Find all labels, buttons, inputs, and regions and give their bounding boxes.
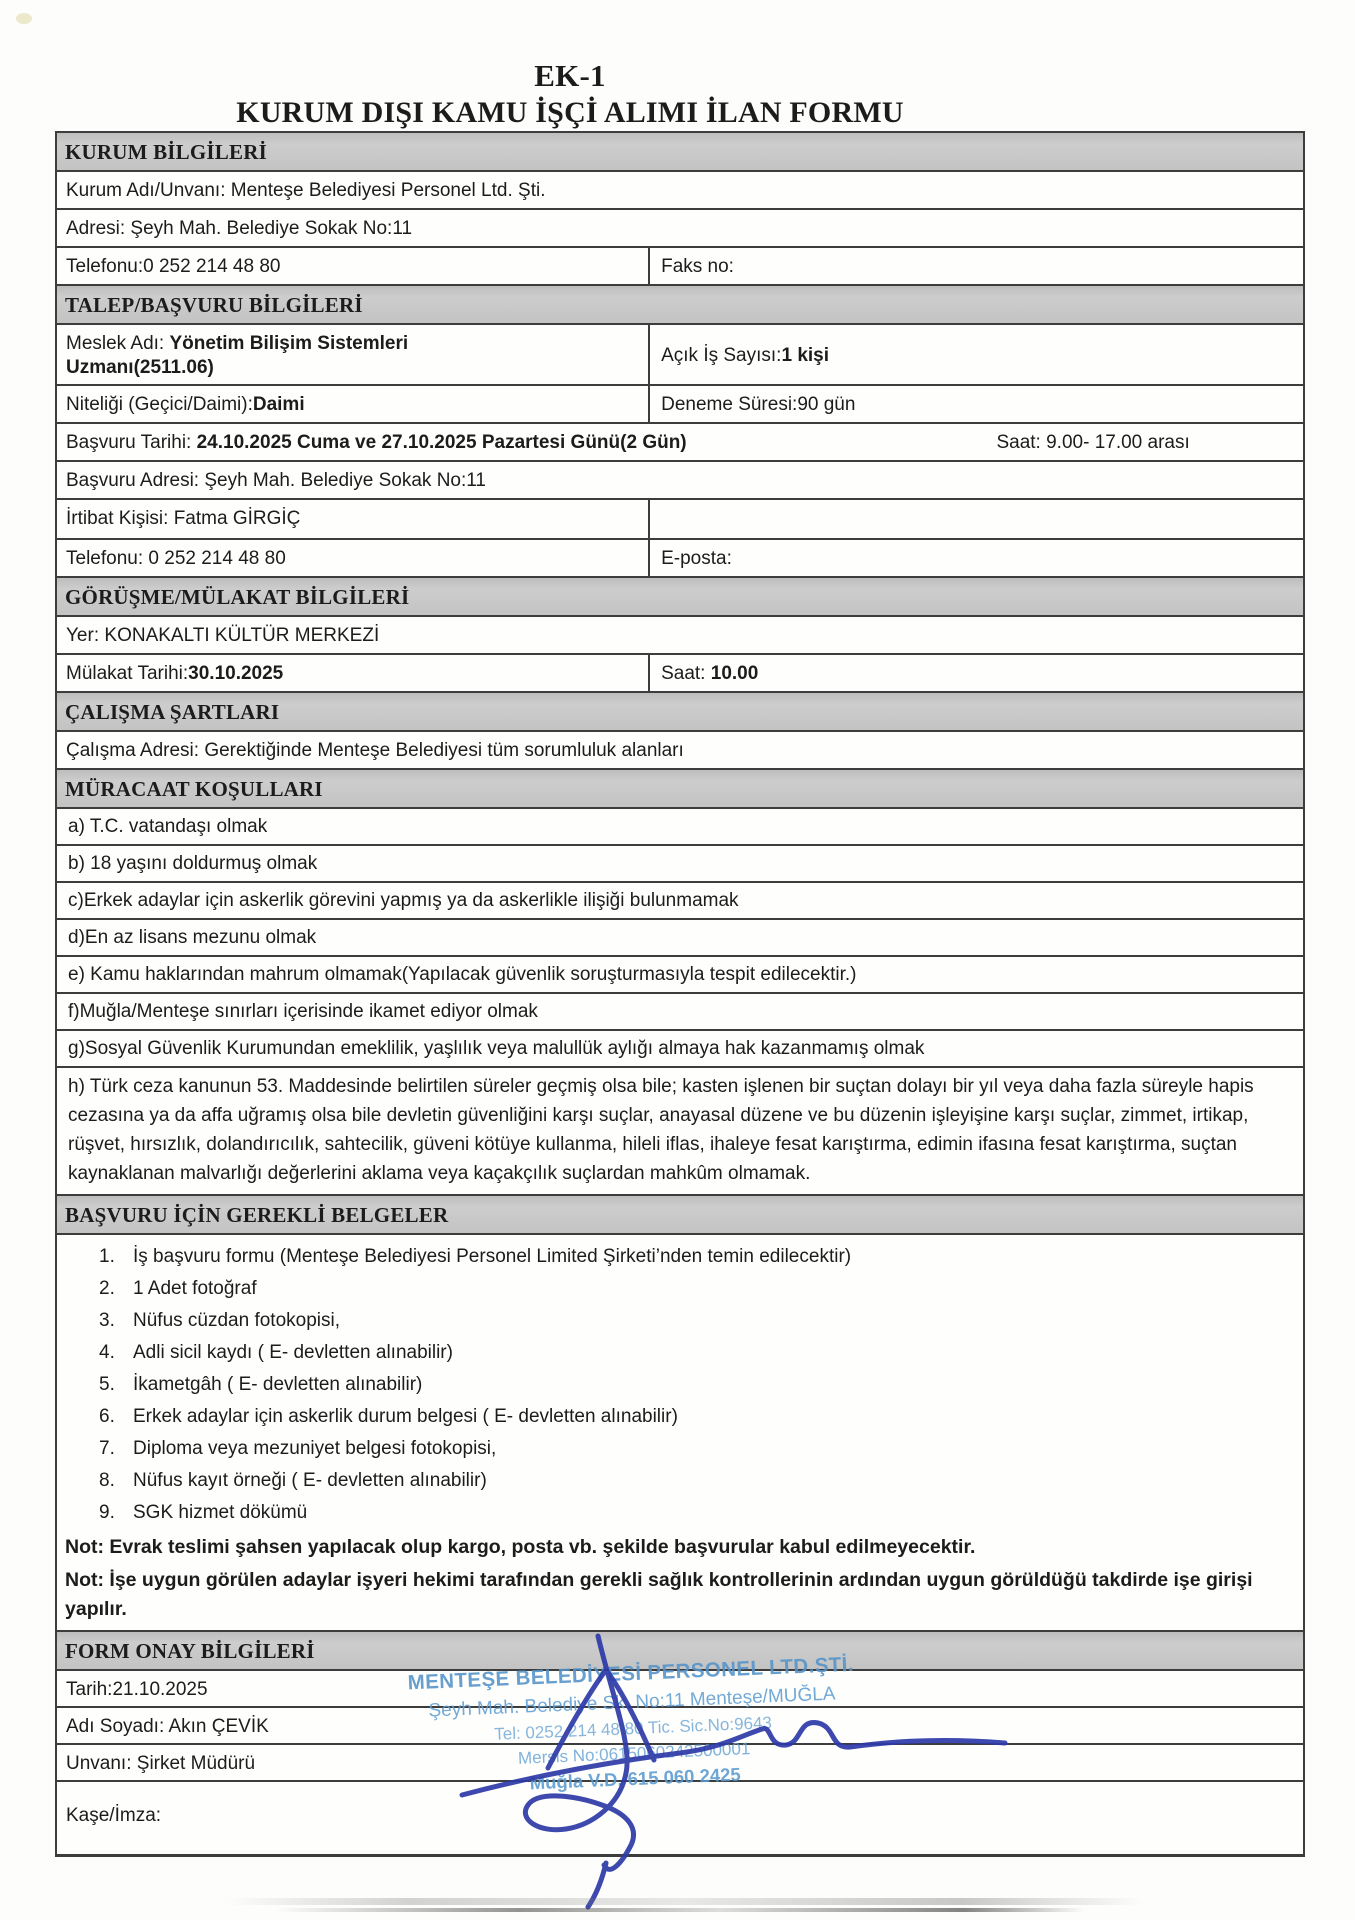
cell-nitelik [57, 386, 650, 422]
list-item: b) 18 yaşını doldurmuş olmak [57, 846, 1303, 883]
section-header-kurum-bilgileri: KURUM BİLGİLERİ [57, 133, 1303, 172]
note-saglik-kontrol: Not: İşe uygun görülen adaylar işyeri hekimi tarafından gerekli sağlık kontrollerinin ardından uygun görüldüğü takdirde işe girişi yapılır. [65, 1569, 1253, 1620]
list-item-text: Nüfus cüzdan fotokopisi, [133, 1310, 341, 1331]
cell-acik-is [650, 325, 1303, 384]
list-item-number: 7. [99, 1438, 115, 1459]
meslek-label: Meslek Adı: [66, 333, 170, 354]
adi-soyadi-label: Adı Soyadı: [66, 1716, 169, 1737]
list-item: c)Erkek adaylar için askerlik görevini yapmış ya da askerlikle ilişiği bulunmamak [57, 883, 1303, 920]
gerekli-belgeler-cell [57, 1235, 1303, 1632]
deneme-value: 90 gün [797, 394, 856, 415]
cell-meslek [57, 325, 650, 384]
list-item-number: 1. [99, 1246, 115, 1267]
list-item-text: 1 Adet fotoğraf [133, 1278, 257, 1299]
eposta-label: E-posta: [661, 548, 732, 569]
list-item-text: Adli sicil kaydı ( E- devletten alınabilir) [133, 1342, 453, 1363]
cell-eposta [650, 540, 1303, 576]
cell-deneme [650, 386, 1303, 422]
basvuru-adresi-value: Şeyh Mah. Belediye Sokak No:11 [204, 470, 486, 491]
row-mulakat [57, 655, 1303, 693]
kurum-adi-value: Menteşe Belediyesi Personel Ltd. Şti. [230, 180, 546, 201]
tarih-label: Tarih: [66, 1679, 113, 1700]
cell-faks [650, 248, 1303, 284]
row-nitelik-deneme [57, 386, 1303, 424]
acik-is-label: Açık İş Sayısı: [661, 345, 782, 366]
stamp-address: Şeyh Mah. Belediye Sk. No:11 Menteşe/MUĞLA [428, 1683, 836, 1722]
list-item [59, 1469, 1293, 1492]
list-item-number: 4. [99, 1342, 115, 1363]
row-yer [57, 617, 1303, 655]
section-header-gerekli-belgeler: BAŞVURU İÇİN GEREKLİ BELGELER [57, 1196, 1303, 1235]
yer-value: KONAKALTI KÜLTÜR MERKEZİ [104, 625, 380, 646]
row-kase-imza [57, 1782, 1303, 1854]
telefon-label: Telefonu: [66, 256, 144, 277]
list-item-number: 8. [99, 1470, 115, 1491]
gerekli-belgeler-list [59, 1245, 1293, 1524]
acik-is-wrap [661, 344, 829, 368]
note-evrak-teslimi: Not: Evrak teslimi şahsen yapılacak olup kargo, posta vb. şekilde başvurular kabul edilmeyecektir. [65, 1536, 976, 1558]
list-item-text: İş başvuru formu (Menteşe Belediyesi Personel Limited Şirketi’nden temin edilecektir) [133, 1246, 852, 1267]
stamp-vergi-dairesi: Muğla V.D. 615 060 2425 [529, 1763, 742, 1794]
list-item-text: Erkek adaylar için askerlik durum belgesi ( E- devletten alınabilir) [133, 1406, 678, 1427]
list-item-number: 9. [99, 1502, 115, 1523]
nitelik-label: Niteliği (Geçici/Daimi): [66, 394, 253, 415]
yer-label: Yer: [66, 625, 105, 646]
irtibat-value: Fatma GİRGİÇ [173, 508, 301, 529]
adi-soyadi-value: Akın ÇEVİK [168, 1716, 269, 1737]
telefon2-value: 0 252 214 48 80 [148, 548, 286, 569]
scan-smudge-line [275, 1908, 1085, 1912]
scan-smudge [225, 1898, 1145, 1905]
adres-value: Şeyh Mah. Belediye Sokak No:11 [130, 218, 413, 239]
row-kurum-adi [57, 172, 1303, 210]
basvuru-tarihi-value: 24.10.2025 Cuma ve 27.10.2025 Pazartesi Günü(2 Gün) [196, 432, 687, 453]
row-meslek [57, 325, 1303, 386]
list-item-text: SGK hizmet dökümü [133, 1502, 308, 1523]
list-item-text: İkametgâh ( E- devletten alınabilir) [133, 1374, 423, 1395]
adres-label: Adresi: [66, 218, 131, 239]
section-header-calisma-sartlari: ÇALIŞMA ŞARTLARI [57, 693, 1303, 732]
mulakat-tarihi-value: 30.10.2025 [188, 663, 284, 684]
kurum-adi-label: Kurum Adı/Unvanı: [66, 180, 231, 201]
row-adres [57, 210, 1303, 248]
section-header-gorusme: GÖRÜŞME/MÜLAKAT BİLGİLERİ [57, 578, 1303, 617]
acik-is-value: 1 kişi [781, 345, 830, 366]
stamp-company-name: MENTEŞE BELEDİYESİ PERSONEL LTD.ŞTİ. [407, 1652, 855, 1695]
list-item [59, 1373, 1293, 1396]
row-tarih [57, 1671, 1303, 1708]
section-header-talep-basvuru: TALEP/BAŞVURU BİLGİLERİ [57, 286, 1303, 325]
section-header-muracaat-kosullari: MÜRACAAT KOŞULLARI [57, 770, 1303, 809]
faks-label: Faks no: [661, 256, 734, 277]
cell-irtibat [57, 500, 650, 538]
stamp-tel-sicil: Tel: 0252 214 48 80 Tic. Sic.No:9643 [493, 1713, 773, 1744]
cell-irtibat-empty [650, 500, 1303, 538]
list-item [59, 1341, 1293, 1364]
calisma-adresi-label: Çalışma Adresi: [66, 740, 205, 761]
row-irtibat [57, 500, 1303, 540]
form-title [0, 57, 1140, 131]
row-basvuru-tarihi [57, 424, 1303, 462]
list-item: h) Türk ceza kanunun 53. Maddesinde belirtilen süreler geçmiş olsa bile; kasten işlenen bir suçtan dolayı bir yıl veya daha fazla süreyle hapis cezasına ya da affa uğramış olsa bile devletin güvenliğini karşı suçlar, anayasal düzene ve bu düzenin işleyişine karşı suçlar, zimmet, irtikap, rüşvet, hırsızlık, dolandırıcılık, sahtecilik, güveni kötüye kullanma, hileli iflas, ihaleye fesat karıştırma, edimin ifasına fesat karıştırma, suçtan kaynaklanan malvarlığı değerlerini aklama veya kaçakçılık suçlardan mahkûm olmamak. [57, 1068, 1303, 1196]
basvuru-adresi-label: Başvuru Adresi: [66, 470, 205, 491]
list-item-number: 6. [99, 1406, 115, 1427]
list-item: e) Kamu haklarından mahrum olmamak(Yapılacak güvenlik soruşturmasıyla tespit edilecektir.) [57, 957, 1303, 994]
list-item-number: 2. [99, 1278, 115, 1299]
list-item [59, 1277, 1293, 1300]
list-item-number: 3. [99, 1310, 115, 1331]
irtibat-label: İrtibat Kişisi: [66, 508, 174, 529]
mulakat-tarihi-label: Mülakat Tarihi: [66, 663, 189, 684]
row-basvuru-adresi [57, 462, 1303, 500]
calisma-adresi-value: Gerektiğinde Menteşe Belediyesi tüm sorumluluk alanları [204, 740, 684, 761]
cell-telefon [57, 248, 650, 284]
mulakat-saat-value: 10.00 [710, 663, 759, 684]
list-item: d)En az lisans mezunu olmak [57, 920, 1303, 957]
scan-speck [16, 13, 32, 24]
list-item-text: Nüfus kayıt örneği ( E- devletten alınabilir) [133, 1470, 487, 1491]
basvuru-tarihi-label: Başvuru Tarihi: [66, 432, 197, 453]
stamp-mersis-no: Mersis No:0615060242500001 [517, 1739, 751, 1768]
cell-telefon2 [57, 540, 650, 576]
telefon2-label: Telefonu: [66, 548, 149, 569]
deneme-label: Deneme Süresi: [661, 394, 798, 415]
list-item-text: Diploma veya mezuniyet belgesi fotokopisi, [133, 1438, 497, 1459]
unvan-label: Unvanı: [66, 1753, 137, 1774]
row-telefon-faks [57, 248, 1303, 286]
meslek-value: Yönetim Bilişim Sistemleri Uzmanı(2511.06) [66, 333, 409, 378]
row-unvan [57, 1745, 1303, 1782]
nitelik-value: Daimi [252, 394, 305, 415]
list-item: a) T.C. vatandaşı olmak [57, 809, 1303, 846]
tarih-value: 21.10.2025 [112, 1679, 208, 1700]
list-item-number: 5. [99, 1374, 115, 1395]
cell-mulakat-saat [650, 655, 1303, 691]
form-title-ek: EK-1 [534, 58, 606, 93]
muracaat-rows [57, 809, 1303, 1196]
telefon-value: 0 252 214 48 80 [143, 256, 281, 277]
row-adi-soyadi [57, 1708, 1303, 1745]
kase-imza-label: Kaşe/İmza: [66, 1805, 162, 1826]
list-item [59, 1405, 1293, 1428]
basvuru-saat: Saat: 9.00- 17.00 arası [996, 432, 1190, 453]
list-item [59, 1245, 1293, 1268]
form-table [55, 131, 1305, 1857]
list-item [59, 1309, 1293, 1332]
form-title-main: KURUM DIŞI KAMU İŞÇİ ALIMI İLAN FORMU [236, 96, 904, 129]
list-item [59, 1437, 1293, 1460]
list-item [59, 1501, 1293, 1524]
list-item: g)Sosyal Güvenlik Kurumundan emeklilik, yaşlılık veya malullük aylığı almaya hak kazanmamış olmak [57, 1031, 1303, 1068]
list-item: f)Muğla/Menteşe sınırları içerisinde ikamet ediyor olmak [57, 994, 1303, 1031]
unvan-value: Şirket Müdürü [136, 1753, 256, 1774]
section-header-form-onay: FORM ONAY BİLGİLERİ [57, 1632, 1303, 1671]
row-calisma-adresi [57, 732, 1303, 770]
cell-mulakat-tarihi [57, 655, 650, 691]
row-telefon2-eposta [57, 540, 1303, 578]
mulakat-saat-label: Saat: [661, 663, 711, 684]
